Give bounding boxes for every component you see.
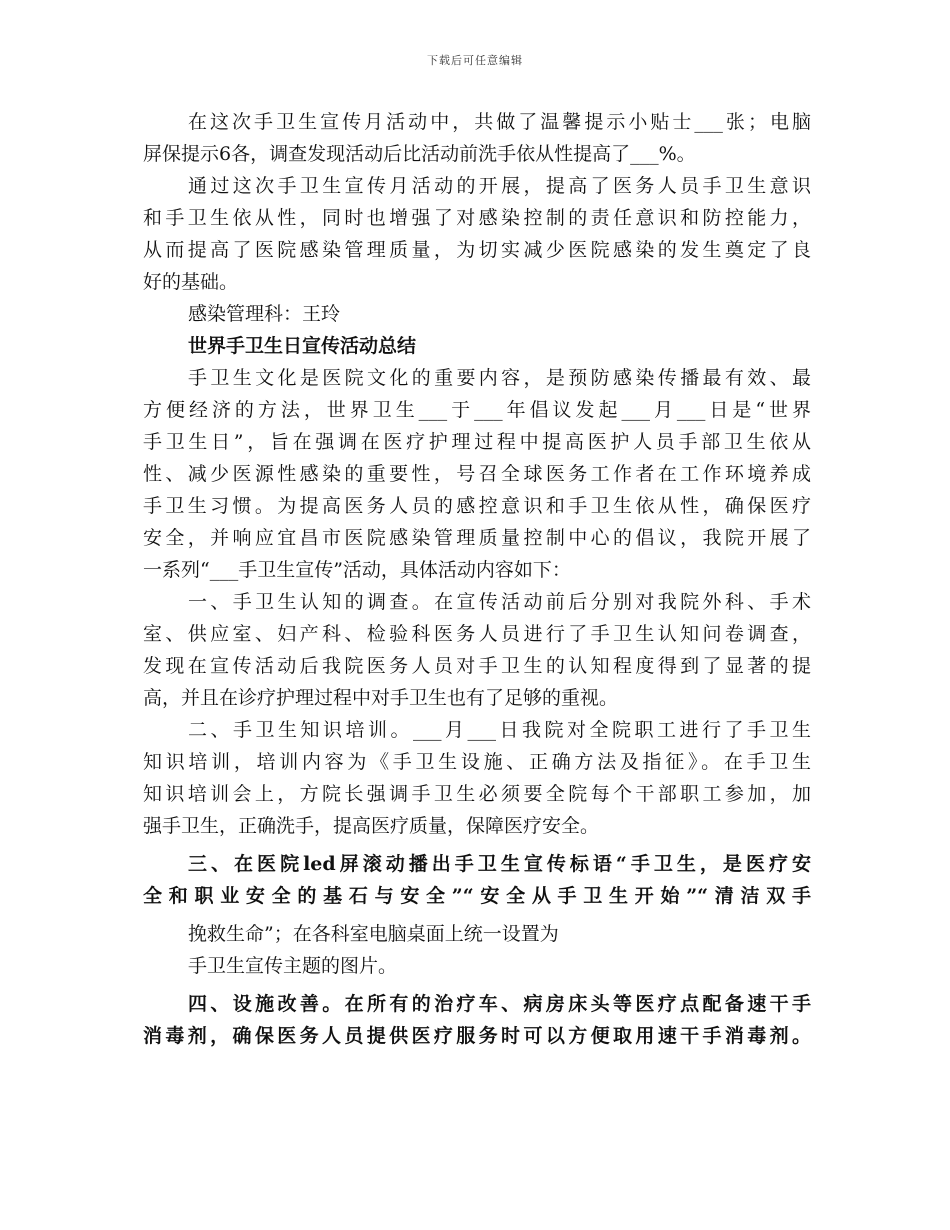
paragraph-line: 在这次手卫生宣传月活动中，共做了温馨提示小贴士___张；电脑 xyxy=(188,111,811,133)
paragraph-line: 二、手卫生知识培训。___月___日我院对全院职工进行了手卫生 xyxy=(188,719,811,741)
paragraph-line: 屏保提示6各，调查发现活动后比活动前洗手依从性提高了___%。 xyxy=(143,143,696,165)
paragraph-line: 手卫生文化是医院文化的重要内容，是预防感染传播最有效、最 xyxy=(188,367,811,389)
paragraph-line: 手卫生宣传主题的图片。 xyxy=(188,955,398,977)
paragraph-line: 发现在宣传活动后我院医务人员对手卫生的认知程度得到了显著的提 xyxy=(143,655,811,677)
paragraph-line: 手卫生日”，旨在强调在医疗护理过程中提高医护人员手部卫生依从 xyxy=(143,431,811,453)
paragraph-line: 从而提高了医院感染管理质量，为切实减少医院感染的发生奠定了良 xyxy=(143,239,811,261)
paragraph-line: 室、供应室、妇产科、检验科医务人员进行了手卫生认知问卷调查， xyxy=(143,623,811,645)
paragraph-line: 通过这次手卫生宣传月活动的开展，提高了医务人员手卫生意识 xyxy=(188,175,811,197)
paragraph-line: 手卫生习惯。为提高医务人员的感控意识和手卫生依从性，确保医疗 xyxy=(143,495,811,517)
paragraph-line: 一系列“___手卫生宣传”活动，具体活动内容如下： xyxy=(143,559,571,581)
paragraph-line: 强手卫生，正确洗手，提高医疗质量，保障医疗安全。 xyxy=(143,815,600,837)
paragraph-line-bold: 四、设施改善。在所有的治疗车、病房床头等医疗点配备速干手 xyxy=(188,993,811,1015)
document-body xyxy=(143,106,811,1052)
page-header: 下载后可任意编辑 xyxy=(427,54,523,67)
paragraph-line-bold: 全和职业安全的基石与安全”“安全从手卫生开始”“清洁双手 xyxy=(143,885,811,907)
paragraph-line: 知识培训会上，方院长强调手卫生必须要全院每个干部职工参加，加 xyxy=(143,783,811,805)
paragraph-line: 好的基础。 xyxy=(143,271,239,293)
paragraph-line: 性、减少医源性感染的重要性，号召全球医务工作者在工作环境养成 xyxy=(143,463,811,485)
paragraph-line-bold: 消毒剂，确保医务人员提供医疗服务时可以方便取用速干手消毒剂。 xyxy=(143,1025,811,1047)
paragraph-line: 和手卫生依从性，同时也增强了对感染控制的责任意识和防控能力， xyxy=(143,207,811,229)
signature-line: 感染管理科：王玲 xyxy=(188,303,341,325)
paragraph-line: 知识培训，培训内容为《手卫生设施、正确方法及指征》。在手卫生 xyxy=(143,751,811,773)
paragraph-line: 高，并且在诊疗护理过程中对手卫生也有了足够的重视。 xyxy=(143,687,619,709)
paragraph-line: 挽救生命”；在各科室电脑桌面上统一设置为 xyxy=(188,923,559,945)
section-title: 世界手卫生日宣传活动总结 xyxy=(188,335,417,357)
paragraph-line: 方便经济的方法，世界卫生___于___年倡议发起___月___日是“世界 xyxy=(143,399,811,421)
paragraph-line: 安全，并响应宜昌市医院感染管理质量控制中心的倡议，我院开展了 xyxy=(143,527,811,549)
paragraph-line: 一、手卫生认知的调查。在宣传活动前后分别对我院外科、手术 xyxy=(188,591,811,613)
paragraph-line-bold: 三、在医院led屏滚动播出手卫生宣传标语“手卫生，是医疗安 xyxy=(188,853,811,875)
